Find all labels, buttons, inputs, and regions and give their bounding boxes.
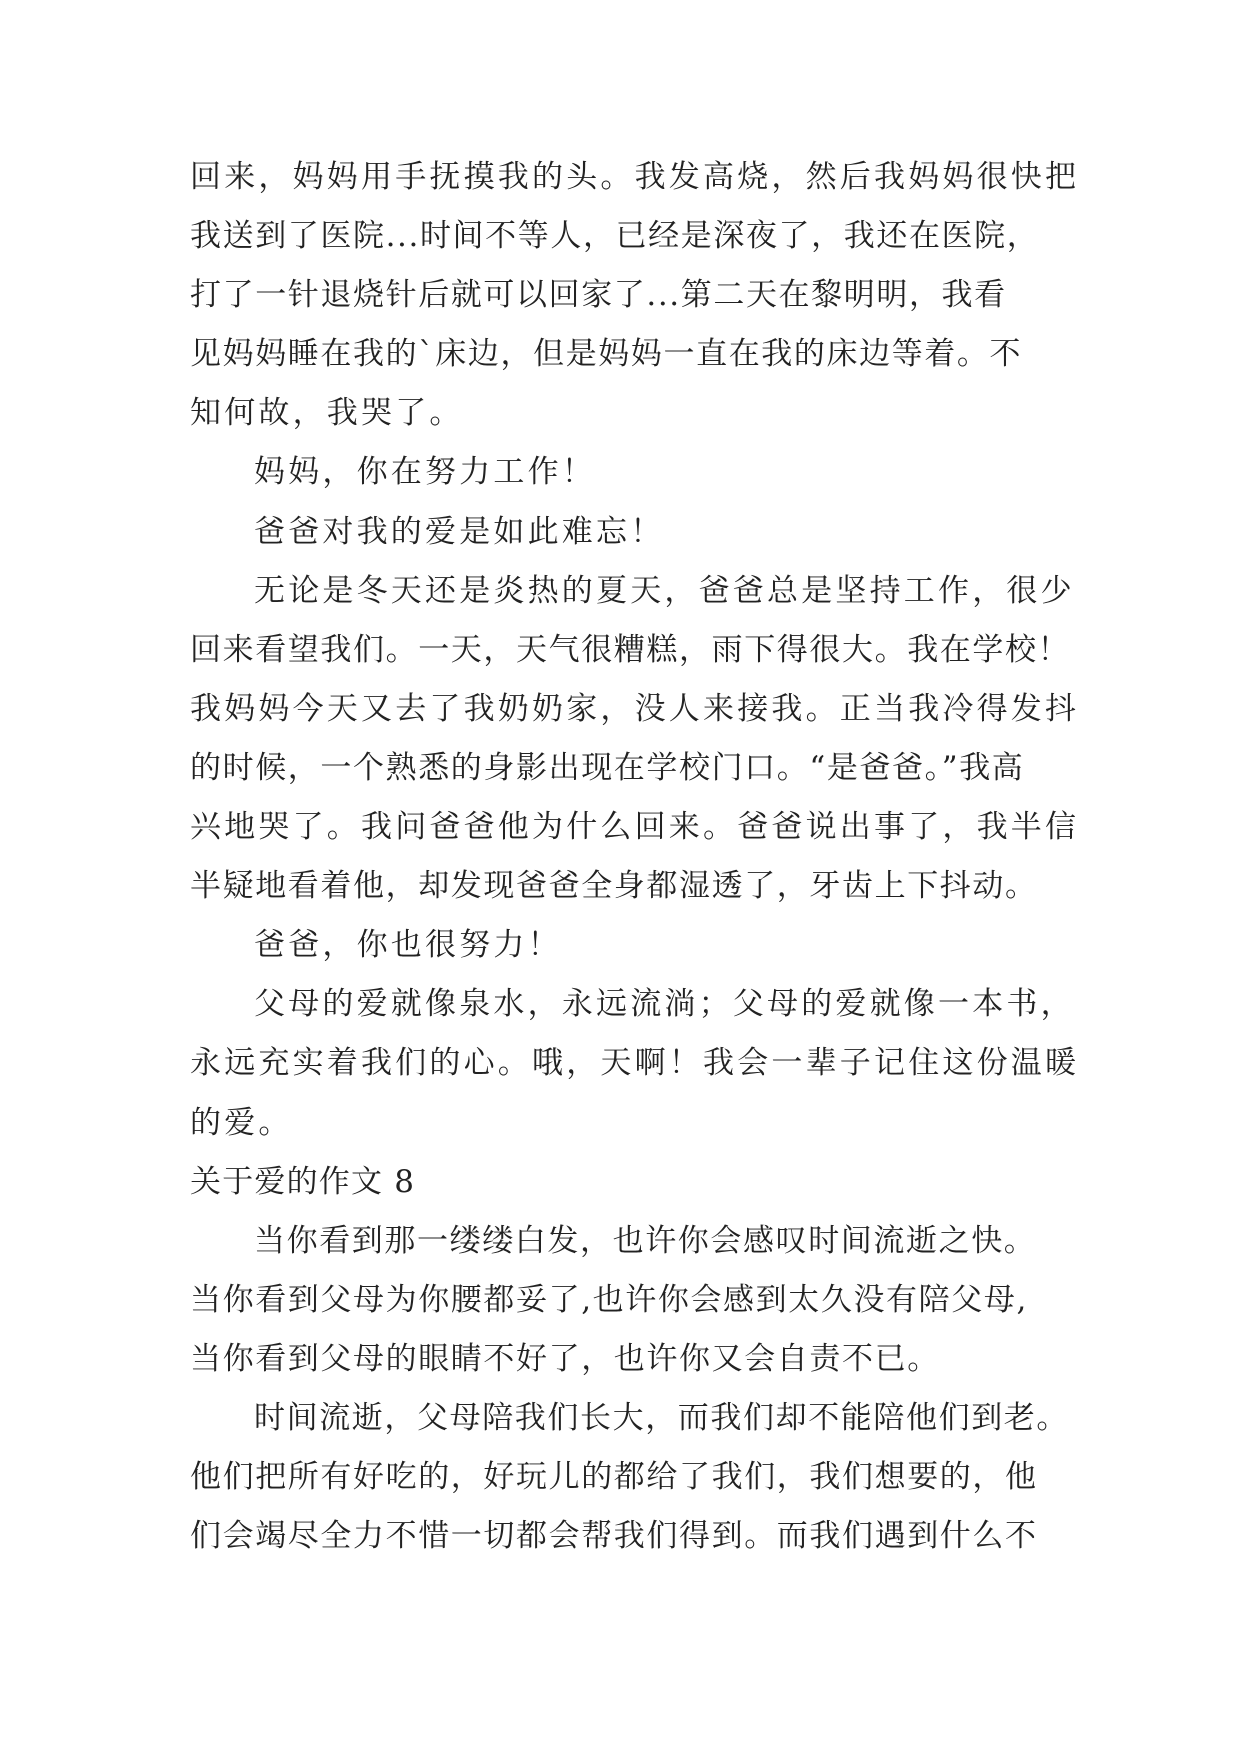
text-line: 打了一针退烧针后就可以回家了...第二天在黎明明，我看 bbox=[190, 277, 1007, 314]
text-line: 爸爸对我的爱是如此难忘！ bbox=[254, 513, 665, 550]
text-line: 我送到了医院...时间不等人，已经是深夜了，我还在医院， bbox=[190, 218, 1040, 255]
text-line: 无论是冬天还是炎热的夏天，爸爸总是坚持工作，很少 bbox=[254, 572, 1075, 609]
text-line: 永远充实着我们的心。哦，天啊！我会一辈子记住这份温暖 bbox=[190, 1045, 1080, 1082]
text-line: 时间流逝，父母陪我们长大，而我们却不能陪他们到老。 bbox=[254, 1399, 1069, 1436]
text-line: 半疑地看着他，却发现爸爸全身都湿透了，牙齿上下抖动。 bbox=[190, 868, 1038, 905]
text-line: 的时候，一个熟悉的身影出现在学校门口。“是爸爸。”我高 bbox=[190, 749, 1025, 786]
text-line: 知何故，我哭了。 bbox=[190, 395, 464, 432]
text-line: 我妈妈今天又去了我奶奶家，没人来接我。正当我冷得发抖 bbox=[190, 690, 1080, 727]
text-line: 的爱。 bbox=[190, 1104, 293, 1141]
document-page bbox=[190, 148, 1080, 1566]
text-line: 兴地哭了。我问爸爸他为什么回来。爸爸说出事了，我半信 bbox=[190, 809, 1080, 846]
text-line: 当你看到父母为你腰都妥了,也许你会感到太久没有陪父母, bbox=[190, 1281, 1028, 1318]
text-line: 他们把所有好吃的，好玩儿的都给了我们，我们想要的，他 bbox=[190, 1459, 1038, 1496]
text-line: 当你看到父母的眼睛不好了，也许你又会自责不已。 bbox=[190, 1340, 940, 1377]
text-line: 妈妈，你在努力工作！ bbox=[254, 454, 596, 491]
text-line: 父母的爱就像泉水，永远流淌；父母的爱就像一本书， bbox=[254, 986, 1075, 1023]
text-line: 当你看到那一缕缕白发，也许你会感叹时间流逝之快。 bbox=[254, 1222, 1037, 1259]
text-line: 回来，妈妈用手抚摸我的头。我发高烧，然后我妈妈很快把 bbox=[190, 159, 1080, 195]
section-heading: 关于爱的作文 8 bbox=[190, 1163, 416, 1200]
text-line: 们会竭尽全力不惜一切都会帮我们得到。而我们遇到什么不 bbox=[190, 1518, 1038, 1555]
text-line: 爸爸，你也很努力！ bbox=[254, 927, 562, 964]
text-line: 回来看望我们。一天，天气很糟糕，雨下得很大。我在学校！ bbox=[190, 631, 1071, 668]
text-line: 见妈妈睡在我的`床边，但是妈妈一直在我的床边等着。不 bbox=[190, 336, 1023, 373]
